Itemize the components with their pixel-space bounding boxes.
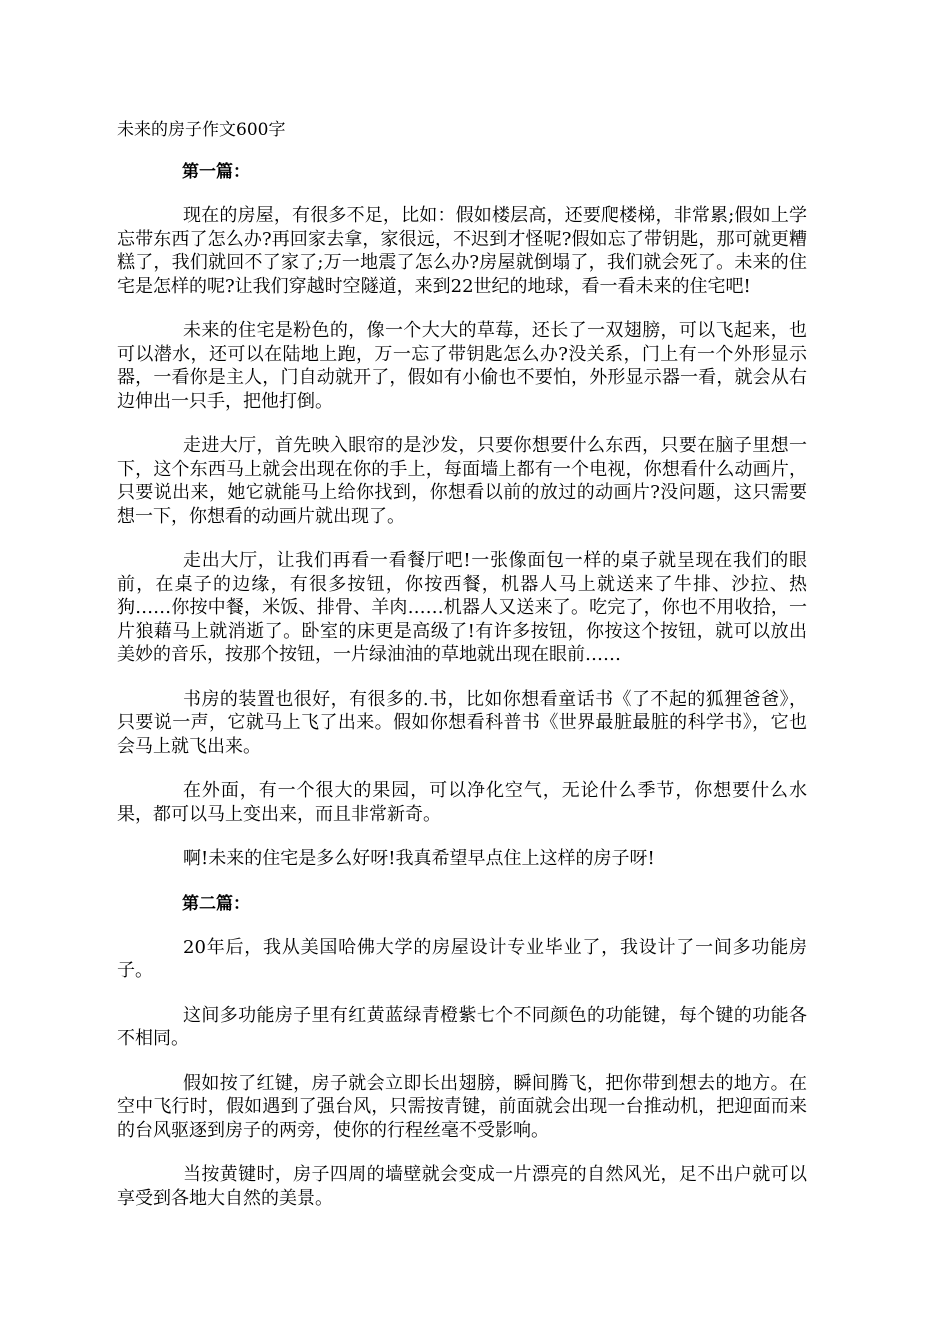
document-title: 未来的房子作文600字 [117, 120, 286, 140]
paragraph: 当按黄键时，房子四周的墙壁就会变成一片漂亮的自然风光，足不出户就可以享受到各地大自然的美景。 [117, 1164, 807, 1209]
paragraph: 现在的房屋，有很多不足，比如：假如楼层高，还要爬楼梯，非常累;假如上学忘带东西了怎么办?再回家去拿，家很远，不迟到才怪呢?假如忘了带钥匙，那可就更糟糕了，我们就回不了家了;万一地震了怎么办?房屋就倒塌了，我们就会死了。未来的住宅是怎样的呢?让我们穿越时空隧道，来到22世纪的地球，看一看未来的住宅吧! [117, 205, 807, 297]
paragraph: 啊!未来的住宅是多么好呀!我真希望早点住上这样的房子呀! [183, 848, 655, 869]
paragraph: 走进大厅，首先映入眼帘的是沙发，只要你想要什么东西，只要在脑子里想一下，这个东西马上就会出现在你的手上，每面墙上都有一个电视，你想看什么动画片，只要说出来，她它就能马上给你找到，你想看以前的放过的动画片?没问题，这只需要想一下，你想看的动画片就出现了。 [117, 435, 807, 527]
paragraph: 在外面，有一个很大的果园，可以净化空气，无论什么季节，你想要什么水果，都可以马上变出来，而且非常新奇。 [117, 780, 807, 825]
paragraph: 假如按了红键，房子就会立即长出翅膀，瞬间腾飞，把你带到想去的地方。在空中飞行时，假如遇到了强台风，只需按青键，前面就会出现一台推动机，把迎面而来的台风驱逐到房子的两旁，使你的行程丝毫不受影响。 [117, 1072, 807, 1141]
section-heading: 第二篇： [182, 893, 250, 914]
paragraph: 未来的住宅是粉色的，像一个大大的草莓，还长了一双翅膀，可以飞起来，也可以潜水，还可以在陆地上跑，万一忘了带钥匙怎么办?没关系，门上有一个外形显示器，一看你是主人，门自动就开了，假如有小偷也不要怕，外形显示器一看，就会从右边伸出一只手，把他打倒。 [117, 320, 807, 412]
section-heading: 第一篇： [182, 162, 250, 182]
section-2 [117, 892, 807, 1211]
paragraph: 走出大厅，让我们再看一看餐厅吧!一张像面包一样的桌子就呈现在我们的眼前，在桌子的边缘，有很多按钮，你按西餐，机器人马上就送来了牛排、沙拉、热狗……你按中餐，米饭、排骨、羊肉……机器人又送来了。吃完了，你也不用收拾，一片狼藉马上就消逝了。卧室的床更是高级了!有许多按钮，你按这个按钮，就可以放出美妙的音乐，按那个按钮，一片绿油油的草地就出现在眼前…… [117, 550, 807, 665]
paragraph: 这间多功能房子里有红黄蓝绿青橙紫七个不同颜色的功能键，每个键的功能各不相同。 [117, 1004, 807, 1049]
paragraph: 书房的装置也很好，有很多的.书，比如你想看童话书《了不起的狐狸爸爸》，只要说一声，它就马上飞了出来。假如你想看科普书《世界最脏最脏的科学书》，它也会马上就飞出来。 [117, 688, 807, 757]
section-1 [117, 160, 807, 871]
paragraph: 20年后，我从美国哈佛大学的房屋设计专业毕业了，我设计了一间多功能房子。 [117, 936, 807, 981]
document-body [117, 160, 807, 1231]
